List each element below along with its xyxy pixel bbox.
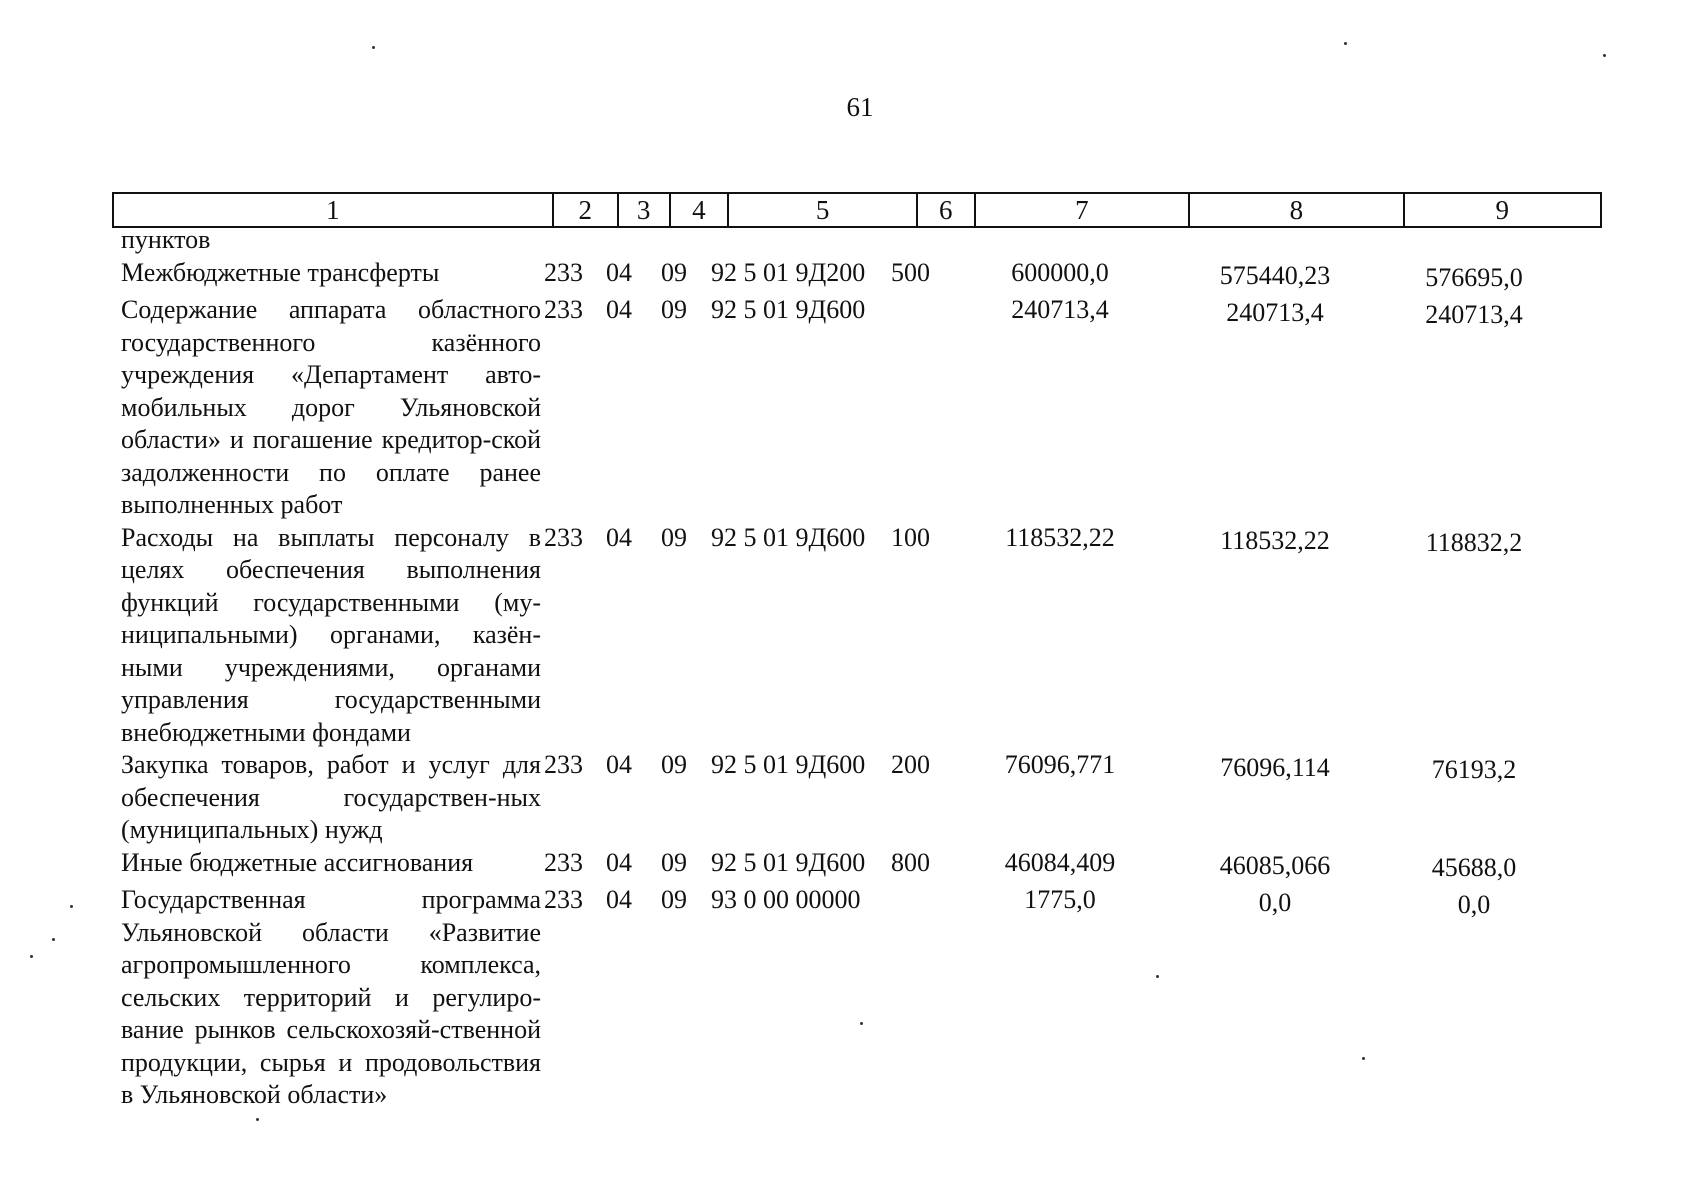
row-col-8 — [1169, 224, 1381, 227]
row-col-4: 09 — [661, 295, 687, 324]
row-col-4: 09 — [661, 522, 687, 552]
header-col-4: 4 — [671, 194, 730, 226]
row-col-5: 92 5 01 9Д600 — [711, 295, 866, 324]
row-col-9: 118832,2 — [1425, 527, 1523, 557]
row-col-4: 09 — [661, 885, 687, 914]
scan-speck — [1156, 975, 1159, 978]
header-col-9: 9 — [1495, 195, 1510, 225]
table-header-row — [112, 192, 1602, 228]
header-col-1: 1 — [114, 194, 554, 226]
row-name: Расходы на выплаты персоналу в целях обеспечения выполнения функций государственными (му-ниципальными) органами, казён-ными учреждениями, органами управления государственными внебюджетными фондами — [121, 522, 541, 747]
row-col-6: 200 — [891, 750, 930, 779]
table-row — [121, 257, 1601, 295]
row-col-3: 04 — [606, 847, 632, 877]
row-col-7: 240713,4 — [1011, 295, 1109, 324]
row-col-8: 0,0 — [1258, 888, 1292, 917]
row-col-9 — [1381, 224, 1567, 229]
row-col-7: 1775,0 — [1024, 885, 1096, 914]
table-row — [121, 749, 1601, 847]
scan-speck — [1362, 1057, 1365, 1060]
page-number: 61 — [846, 92, 874, 122]
row-name: Закупка товаров, работ и услуг для обеспечения государствен-ных (муниципальных) нужд — [121, 750, 541, 844]
row-col-6: 500 — [891, 257, 930, 287]
row-col-8: 76096,114 — [1220, 753, 1330, 782]
scan-speck — [30, 955, 33, 958]
scan-speck — [52, 938, 55, 941]
row-col-5: 92 5 01 9Д600 — [711, 847, 866, 877]
table-row — [121, 224, 1601, 257]
row-col-9: 76193,2 — [1431, 755, 1517, 784]
row-col-2: 233 — [544, 885, 583, 914]
row-name: Государственная программа Ульяновской области «Развитие агропромышленного комплекса, сельских территорий и регулиро-вание рынков сельскохозяй-ственной продукции, сырья и продовольствия в Ульяновской области» — [121, 885, 541, 1109]
row-col-4: 09 — [661, 847, 687, 877]
scan-speck — [1344, 42, 1347, 45]
row-col-3: 04 — [606, 885, 632, 914]
row-col-9: 240713,4 — [1425, 300, 1523, 329]
table-row — [121, 884, 1601, 1112]
header-col-3: 3 — [619, 194, 671, 226]
row-col-6: 800 — [891, 847, 930, 877]
row-col-3: 04 — [606, 295, 632, 324]
row-col-4: 09 — [661, 750, 687, 779]
header-col-8: 8 — [1190, 194, 1404, 226]
table-row — [121, 847, 1601, 885]
row-name: Межбюджетные трансферты — [121, 257, 440, 287]
table-row — [121, 294, 1601, 522]
row-col-9: 0,0 — [1457, 890, 1491, 919]
row-col-2: 233 — [544, 522, 583, 552]
scan-speck — [372, 46, 375, 49]
row-col-8: 118532,22 — [1220, 525, 1330, 555]
row-col-3: 04 — [606, 522, 632, 552]
header-col-2: 2 — [554, 194, 619, 226]
row-col-7: 46084,409 — [1004, 847, 1116, 877]
row-col-3: 04 — [606, 750, 632, 779]
row-col-2: 233 — [544, 750, 583, 779]
row-col-5: 92 5 01 9Д600 — [711, 522, 866, 552]
row-col-4: 09 — [661, 257, 687, 287]
row-col-2: 233 — [544, 257, 583, 287]
row-col-7: 600000,0 — [1011, 257, 1109, 287]
row-col-9: 45688,0 — [1431, 852, 1517, 882]
row-col-3: 04 — [606, 257, 632, 287]
row-col-8: 46085,066 — [1219, 850, 1331, 880]
row-col-5: 92 5 01 9Д600 — [711, 750, 866, 779]
scan-speck — [1603, 54, 1606, 57]
row-col-8: 575440,23 — [1219, 260, 1331, 290]
table-row — [121, 522, 1601, 750]
table-body — [121, 224, 1601, 1112]
scan-speck — [70, 905, 73, 908]
row-name: пунктов — [121, 225, 211, 254]
row-col-2: 233 — [544, 847, 583, 877]
row-col-5: 93 0 00 00000 — [711, 885, 861, 914]
header-col-5: 5 — [729, 194, 918, 226]
row-col-2: 233 — [544, 295, 583, 324]
row-col-5: 92 5 01 9Д200 — [711, 257, 866, 287]
row-col-7: 118532,22 — [1005, 522, 1115, 552]
row-col-7: 76096,771 — [1004, 750, 1116, 779]
scan-speck — [256, 1118, 259, 1121]
row-name: Содержание аппарата областного государственного казённого учреждения «Департамент авто-мобильных дорог Ульяновской области» и погашение кредитор-ской задолженности по оплате ранее выполненных работ — [121, 295, 541, 519]
row-col-9: 576695,0 — [1425, 262, 1523, 292]
row-name: Иные бюджетные ассигнования — [121, 847, 474, 877]
row-col-8: 240713,4 — [1226, 298, 1324, 327]
header-col-7: 7 — [976, 194, 1190, 226]
scan-speck — [860, 1022, 863, 1025]
row-col-6: 100 — [891, 522, 930, 552]
header-col-6: 6 — [918, 194, 976, 226]
